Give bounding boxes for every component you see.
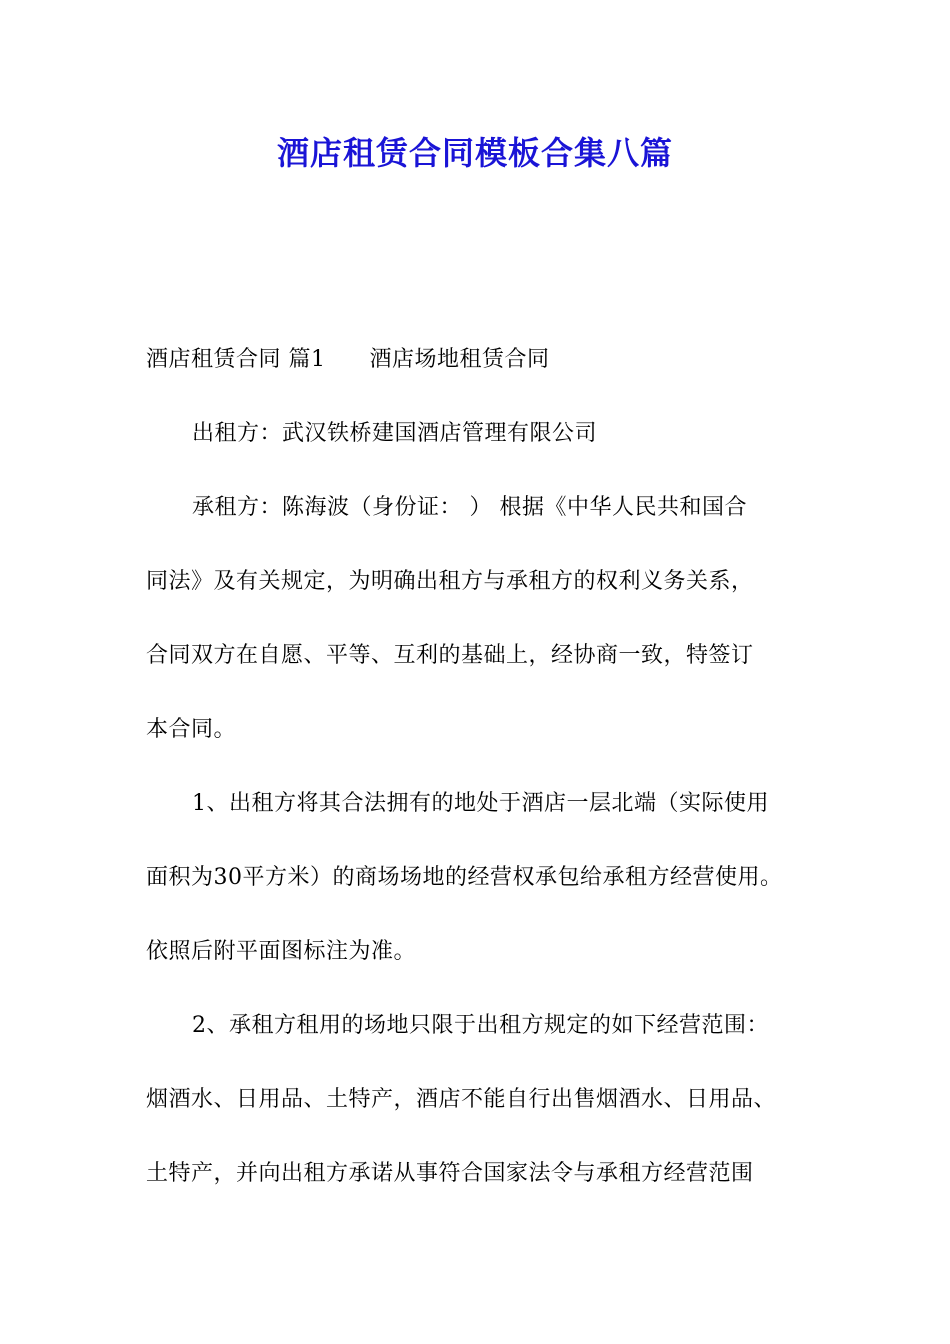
paragraph-line: 承租方：陈海波（身份证： ） 根据《中华人民共和国合 (192, 495, 747, 520)
paragraph-line: 合同双方在自愿、平等、互利的基础上，经协商一致，特签订 (146, 643, 754, 668)
section-heading-subtitle: 酒店场地租赁合同 (369, 347, 550, 372)
paragraph-line: 依照后附平面图标注为准。 (146, 939, 417, 964)
paragraph-line: 土特产，并向出租方承诺从事符合国家法令与承租方经营范围 (146, 1161, 754, 1186)
section-heading (146, 345, 550, 375)
paragraph-line: 1、出租方将其合法拥有的地处于酒店一层北端（实际使用 (192, 791, 769, 816)
section-heading-number: 酒店租赁合同 篇1 (146, 347, 326, 372)
paragraph-line: 面积为30平方米）的商场场地的经营权承包给承租方经营使用。 (146, 865, 783, 890)
paragraph-line: 烟酒水、日用品、土特产，酒店不能自行出售烟酒水、日用品、 (146, 1087, 777, 1112)
paragraph-line: 本合同。 (146, 717, 237, 742)
paragraph-line: 2、承租方租用的场地只限于出租方规定的如下经营范围： (192, 1013, 769, 1038)
paragraph-line: 同法》及有关规定，为明确出租方与承租方的权利义务关系， (146, 569, 754, 594)
paragraph-line: 出租方：武汉铁桥建国酒店管理有限公司 (192, 421, 598, 446)
document-title: 酒店租赁合同模板合集八篇 (276, 134, 673, 172)
